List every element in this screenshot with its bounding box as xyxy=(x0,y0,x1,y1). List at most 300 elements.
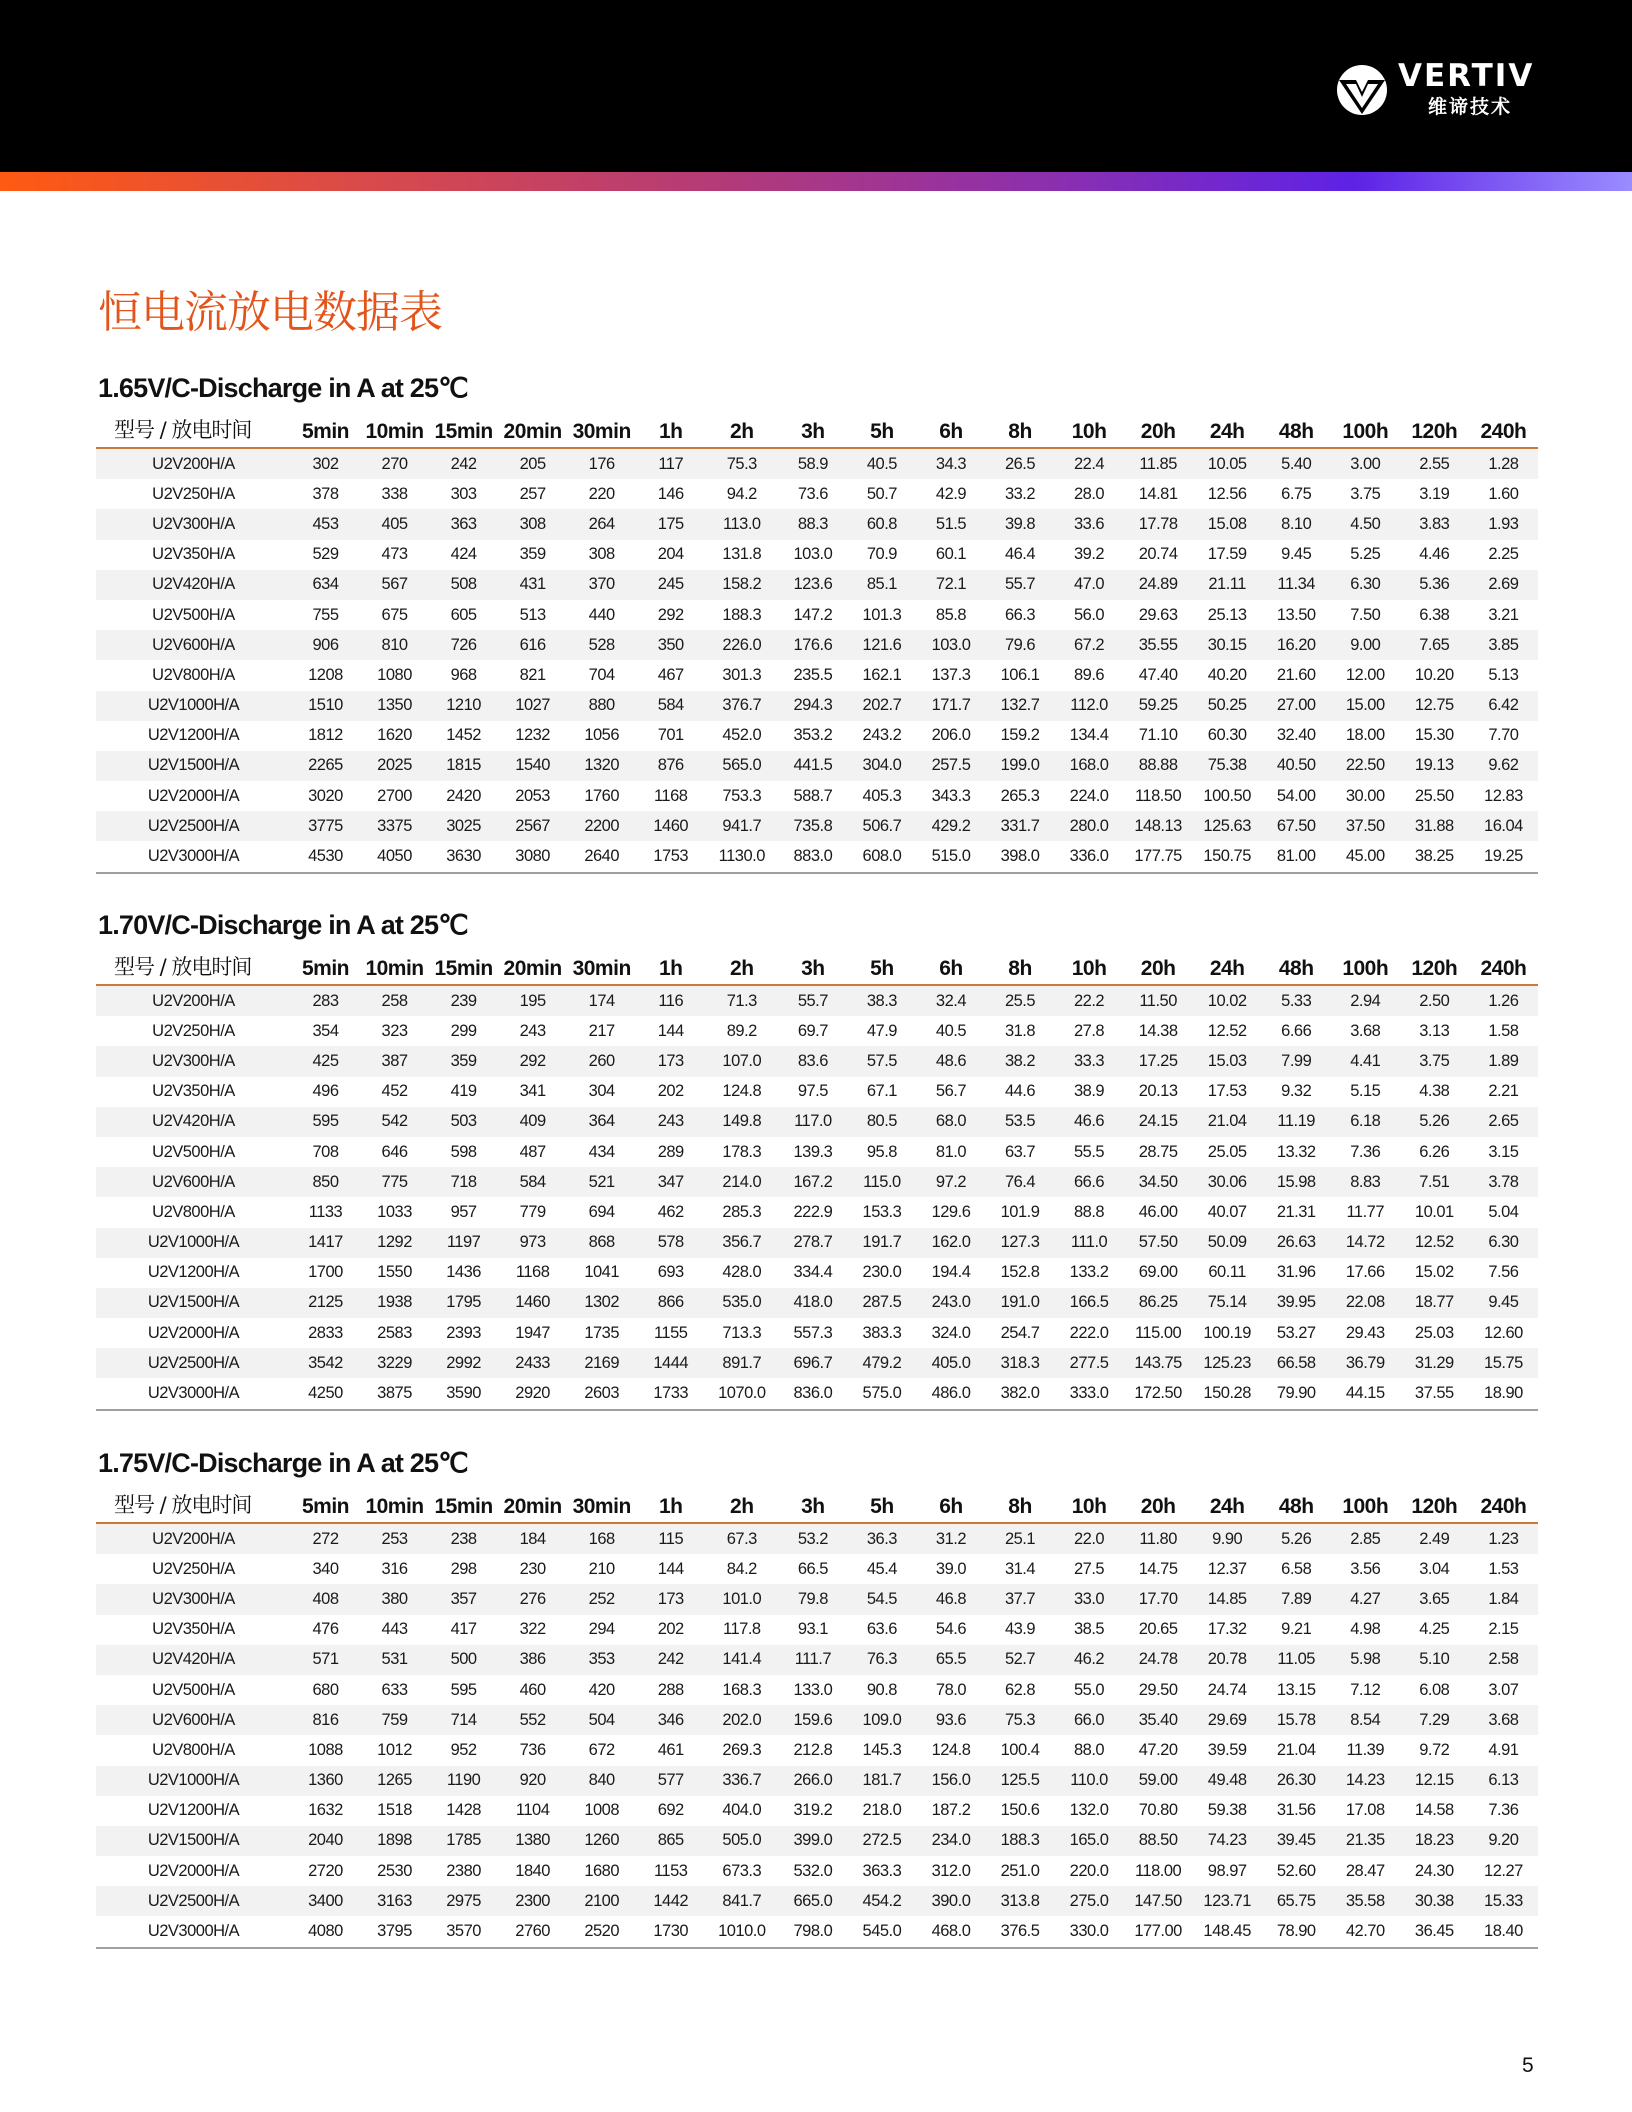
value-cell: 153.3 xyxy=(862,1202,902,1221)
value-cell: 88.88 xyxy=(1138,756,1178,775)
value-cell: 123.6 xyxy=(793,575,833,594)
model-cell: U2V600H/A xyxy=(152,1710,235,1729)
value-cell: 79.6 xyxy=(1004,635,1036,654)
value-cell: 134.4 xyxy=(1069,726,1109,745)
value-cell: 254.7 xyxy=(1000,1323,1040,1342)
value-cell: 24.15 xyxy=(1138,1112,1178,1131)
value-cell: 3.78 xyxy=(1488,1172,1519,1191)
value-cell: 71.10 xyxy=(1138,726,1178,745)
value-cell: 14.85 xyxy=(1207,1589,1247,1608)
brand-name: VERTIV xyxy=(1398,58,1535,94)
model-cell: U2V250H/A xyxy=(152,484,235,503)
value-cell: 354 xyxy=(312,1021,339,1040)
value-cell: 34.3 xyxy=(935,454,967,473)
value-cell: 3.83 xyxy=(1419,514,1450,533)
value-cell: 158.2 xyxy=(722,575,762,594)
value-cell: 103.0 xyxy=(931,635,971,654)
value-cell: 55.0 xyxy=(1074,1680,1105,1699)
value-cell: 242 xyxy=(450,454,477,473)
value-cell: 12.15 xyxy=(1414,1771,1454,1790)
value-cell: 12.60 xyxy=(1484,1323,1523,1342)
value-cell: 191.7 xyxy=(862,1233,902,1252)
table-row xyxy=(96,570,1538,600)
model-cell: U2V1200H/A xyxy=(147,1801,240,1820)
model-cell: U2V250H/A xyxy=(152,1559,235,1578)
value-cell: 3.15 xyxy=(1488,1142,1519,1161)
value-cell: 4.50 xyxy=(1350,514,1381,533)
column-header: 2h xyxy=(730,420,754,443)
value-cell: 40.5 xyxy=(866,454,897,473)
value-cell: 88.3 xyxy=(797,514,828,533)
value-cell: 299 xyxy=(450,1021,477,1040)
value-cell: 1620 xyxy=(377,726,412,745)
value-cell: 68.0 xyxy=(935,1112,967,1131)
value-cell: 359 xyxy=(450,1051,477,1070)
value-cell: 453 xyxy=(312,514,339,533)
value-cell: 2393 xyxy=(446,1323,481,1342)
model-cell: U2V420H/A xyxy=(152,1112,235,1131)
value-cell: 117.8 xyxy=(723,1620,761,1639)
value-cell: 726 xyxy=(450,635,477,654)
table-row xyxy=(96,1886,1538,1916)
value-cell: 125.5 xyxy=(1000,1771,1040,1790)
value-cell: 289 xyxy=(657,1142,684,1161)
value-cell: 53.5 xyxy=(1004,1112,1036,1131)
value-cell: 45.4 xyxy=(866,1559,897,1578)
value-cell: 210 xyxy=(588,1559,615,1578)
value-cell: 441.5 xyxy=(793,756,833,775)
value-cell: 97.2 xyxy=(935,1172,967,1191)
value-cell: 24.30 xyxy=(1414,1861,1454,1880)
value-cell: 521 xyxy=(588,1172,615,1191)
value-cell: 47.40 xyxy=(1138,665,1178,684)
value-cell: 195 xyxy=(519,991,546,1010)
value-cell: 816 xyxy=(312,1710,339,1729)
value-cell: 294.3 xyxy=(793,696,833,715)
value-cell: 452 xyxy=(381,1082,408,1101)
table-row xyxy=(96,1197,1538,1227)
value-cell: 1380 xyxy=(515,1831,550,1850)
value-cell: 159.6 xyxy=(793,1710,833,1729)
model-cell: U2V1500H/A xyxy=(147,1831,240,1850)
table-row xyxy=(96,1645,1538,1675)
value-cell: 390.0 xyxy=(931,1891,971,1910)
value-cell: 1302 xyxy=(584,1293,620,1312)
value-cell: 24.74 xyxy=(1207,1680,1247,1699)
value-cell: 5.26 xyxy=(1281,1529,1312,1548)
value-cell: 386 xyxy=(519,1650,546,1669)
value-cell: 3630 xyxy=(446,847,481,866)
table-row xyxy=(96,811,1538,841)
value-cell: 66.3 xyxy=(1004,605,1036,624)
value-cell: 37.55 xyxy=(1414,1384,1454,1403)
value-cell: 5.26 xyxy=(1419,1112,1450,1131)
value-cell: 26.5 xyxy=(1004,454,1036,473)
value-cell: 3.65 xyxy=(1419,1589,1450,1608)
column-header: 100h xyxy=(1342,957,1389,980)
value-cell: 70.80 xyxy=(1138,1801,1178,1820)
value-cell: 54.6 xyxy=(935,1620,967,1639)
value-cell: 60.11 xyxy=(1208,1263,1246,1282)
header-gradient-bar xyxy=(0,172,1632,191)
value-cell: 243.0 xyxy=(931,1293,971,1312)
value-cell: 17.70 xyxy=(1138,1589,1178,1608)
column-header: 48h xyxy=(1278,1495,1314,1518)
value-cell: 567 xyxy=(381,575,408,594)
column-header: 6h xyxy=(939,420,963,443)
table-row xyxy=(96,1675,1538,1705)
value-cell: 14.81 xyxy=(1138,484,1178,503)
value-cell: 206.0 xyxy=(931,726,971,745)
value-cell: 1168 xyxy=(653,786,688,805)
value-cell: 217 xyxy=(588,1021,615,1040)
value-cell: 467 xyxy=(657,665,684,684)
value-cell: 316 xyxy=(381,1559,408,1578)
value-cell: 598 xyxy=(450,1142,477,1161)
value-cell: 11.05 xyxy=(1277,1650,1315,1669)
value-cell: 12.52 xyxy=(1207,1021,1247,1040)
value-cell: 165.0 xyxy=(1069,1831,1109,1850)
value-cell: 9.62 xyxy=(1488,756,1519,775)
value-cell: 238 xyxy=(450,1529,477,1548)
value-cell: 69.7 xyxy=(797,1021,828,1040)
value-cell: 12.75 xyxy=(1414,696,1454,715)
column-header-model: 型号 / 放电时间 xyxy=(114,1493,252,1517)
value-cell: 171.7 xyxy=(931,696,971,715)
value-cell: 285.3 xyxy=(722,1202,762,1221)
value-cell: 173 xyxy=(657,1589,684,1608)
value-cell: 66.6 xyxy=(1074,1172,1105,1191)
value-cell: 30.00 xyxy=(1345,786,1385,805)
value-cell: 2.69 xyxy=(1488,575,1519,594)
value-cell: 7.50 xyxy=(1350,605,1381,624)
value-cell: 53.2 xyxy=(797,1529,828,1548)
value-cell: 1012 xyxy=(377,1740,412,1759)
value-cell: 47.9 xyxy=(866,1021,897,1040)
value-cell: 38.9 xyxy=(1074,1082,1105,1101)
table-row xyxy=(96,1046,1538,1076)
value-cell: 220 xyxy=(588,484,615,503)
value-cell: 1947 xyxy=(515,1323,550,1342)
value-cell: 1010.0 xyxy=(718,1922,766,1941)
model-cell: U2V600H/A xyxy=(152,1172,235,1191)
value-cell: 39.2 xyxy=(1074,545,1105,564)
value-cell: 86.25 xyxy=(1138,1293,1178,1312)
value-cell: 595 xyxy=(450,1680,477,1699)
value-cell: 336.0 xyxy=(1069,847,1109,866)
model-cell: U2V1000H/A xyxy=(147,696,240,715)
column-header: 120h xyxy=(1411,420,1458,443)
value-cell: 137.3 xyxy=(931,665,971,684)
value-cell: 222.9 xyxy=(793,1202,833,1221)
value-cell: 2100 xyxy=(584,1891,620,1910)
value-cell: 272 xyxy=(312,1529,339,1548)
value-cell: 115.0 xyxy=(863,1172,901,1191)
value-cell: 17.25 xyxy=(1138,1051,1178,1070)
value-cell: 308 xyxy=(519,514,546,533)
table-row xyxy=(96,1523,1538,1554)
discharge-table xyxy=(96,945,1538,1411)
model-cell: U2V1200H/A xyxy=(147,726,240,745)
model-cell: U2V300H/A xyxy=(152,514,235,533)
value-cell: 13.32 xyxy=(1276,1142,1316,1161)
column-header: 3h xyxy=(801,420,825,443)
value-cell: 883.0 xyxy=(793,847,833,866)
value-cell: 47.20 xyxy=(1138,1740,1178,1759)
value-cell: 2053 xyxy=(515,786,550,805)
column-header: 10min xyxy=(365,420,424,443)
value-cell: 162.0 xyxy=(931,1233,971,1252)
table-row xyxy=(96,630,1538,660)
column-header: 30min xyxy=(572,420,631,443)
value-cell: 2025 xyxy=(377,756,412,775)
value-cell: 22.50 xyxy=(1345,756,1385,775)
table-row xyxy=(96,660,1538,690)
value-cell: 214.0 xyxy=(722,1172,762,1191)
value-cell: 383.3 xyxy=(862,1323,902,1342)
column-header: 20min xyxy=(503,420,562,443)
value-cell: 810 xyxy=(381,635,408,654)
value-cell: 775 xyxy=(381,1172,408,1191)
value-cell: 66.5 xyxy=(797,1559,828,1578)
value-cell: 22.08 xyxy=(1345,1293,1385,1312)
value-cell: 298 xyxy=(450,1559,477,1578)
value-cell: 3.68 xyxy=(1350,1021,1381,1040)
value-cell: 52.60 xyxy=(1276,1861,1316,1880)
value-cell: 30.15 xyxy=(1207,635,1247,654)
value-cell: 595 xyxy=(312,1112,339,1131)
value-cell: 1027 xyxy=(515,696,550,715)
value-cell: 302 xyxy=(312,454,339,473)
table-row xyxy=(96,721,1538,751)
value-cell: 72.1 xyxy=(935,575,967,594)
model-cell: U2V2500H/A xyxy=(147,816,240,835)
value-cell: 84.2 xyxy=(726,1559,757,1578)
value-cell: 85.8 xyxy=(935,605,967,624)
value-cell: 235.5 xyxy=(793,665,833,684)
value-cell: 230.0 xyxy=(862,1263,902,1282)
value-cell: 506.7 xyxy=(862,816,902,835)
value-cell: 49.48 xyxy=(1207,1771,1247,1790)
value-cell: 29.69 xyxy=(1207,1710,1247,1729)
value-cell: 152.8 xyxy=(1000,1263,1040,1282)
value-cell: 12.27 xyxy=(1484,1861,1523,1880)
value-cell: 18.23 xyxy=(1414,1831,1454,1850)
value-cell: 409 xyxy=(519,1112,546,1131)
value-cell: 714 xyxy=(450,1710,477,1729)
value-cell: 1540 xyxy=(515,756,550,775)
value-cell: 405.0 xyxy=(931,1353,971,1372)
column-header: 20h xyxy=(1140,957,1176,980)
value-cell: 5.25 xyxy=(1350,545,1381,564)
value-cell: 85.1 xyxy=(866,575,897,594)
value-cell: 6.30 xyxy=(1488,1233,1519,1252)
value-cell: 868 xyxy=(588,1233,615,1252)
value-cell: 33.3 xyxy=(1074,1051,1105,1070)
table-row xyxy=(96,1826,1538,1856)
value-cell: 150.75 xyxy=(1203,847,1251,866)
value-cell: 6.30 xyxy=(1350,575,1381,594)
value-cell: 67.50 xyxy=(1276,816,1316,835)
value-cell: 405.3 xyxy=(862,786,902,805)
value-cell: 50.09 xyxy=(1207,1233,1247,1252)
value-cell: 54.00 xyxy=(1276,786,1316,805)
value-cell: 359 xyxy=(519,545,546,564)
value-cell: 1.84 xyxy=(1488,1589,1519,1608)
value-cell: 22.4 xyxy=(1074,454,1105,473)
value-cell: 33.2 xyxy=(1004,484,1036,503)
value-cell: 9.45 xyxy=(1281,545,1312,564)
value-cell: 17.66 xyxy=(1345,1263,1385,1282)
value-cell: 694 xyxy=(588,1202,615,1221)
value-cell: 1733 xyxy=(653,1384,689,1403)
value-cell: 79.8 xyxy=(797,1589,828,1608)
value-cell: 957 xyxy=(450,1202,477,1221)
value-cell: 1265 xyxy=(377,1771,412,1790)
value-cell: 31.88 xyxy=(1414,816,1454,835)
value-cell: 38.25 xyxy=(1414,847,1454,866)
value-cell: 121.6 xyxy=(862,635,902,654)
value-cell: 15.78 xyxy=(1276,1710,1316,1729)
value-cell: 18.40 xyxy=(1484,1922,1523,1941)
value-cell: 150.6 xyxy=(1000,1801,1040,1820)
value-cell: 25.5 xyxy=(1004,991,1036,1010)
value-cell: 10.02 xyxy=(1207,991,1247,1010)
value-cell: 880 xyxy=(588,696,615,715)
column-header-model: 型号 / 放电时间 xyxy=(114,418,252,442)
value-cell: 1.58 xyxy=(1488,1021,1519,1040)
value-cell: 865 xyxy=(657,1831,684,1850)
value-cell: 76.3 xyxy=(866,1650,897,1669)
value-cell: 1.53 xyxy=(1488,1559,1519,1578)
value-cell: 202.0 xyxy=(722,1710,762,1729)
table-row xyxy=(96,1378,1538,1409)
column-header: 30min xyxy=(572,957,631,980)
table-row xyxy=(96,691,1538,721)
value-cell: 920 xyxy=(519,1771,546,1790)
value-cell: 363 xyxy=(450,514,477,533)
value-cell: 1442 xyxy=(653,1891,689,1910)
value-cell: 10.20 xyxy=(1414,665,1454,684)
value-cell: 504 xyxy=(588,1710,615,1729)
value-cell: 20.13 xyxy=(1138,1082,1178,1101)
value-cell: 45.00 xyxy=(1345,847,1385,866)
column-header: 10min xyxy=(365,957,424,980)
value-cell: 18.00 xyxy=(1345,726,1385,745)
value-cell: 230 xyxy=(519,1559,546,1578)
value-cell: 67.1 xyxy=(866,1082,897,1101)
model-cell: U2V350H/A xyxy=(152,1082,235,1101)
value-cell: 109.0 xyxy=(862,1710,902,1729)
value-cell: 124.8 xyxy=(722,1082,762,1101)
value-cell: 66.58 xyxy=(1276,1353,1316,1372)
value-cell: 735.8 xyxy=(793,816,833,835)
value-cell: 1938 xyxy=(377,1293,412,1312)
value-cell: 15.00 xyxy=(1345,696,1385,715)
value-cell: 324.0 xyxy=(931,1323,971,1342)
value-cell: 2992 xyxy=(446,1353,481,1372)
value-cell: 1730 xyxy=(653,1922,689,1941)
value-cell: 347 xyxy=(657,1172,684,1191)
value-cell: 1350 xyxy=(377,696,412,715)
value-cell: 39.95 xyxy=(1276,1293,1316,1312)
value-cell: 1452 xyxy=(446,726,481,745)
value-cell: 376.5 xyxy=(1000,1922,1040,1941)
value-cell: 646 xyxy=(381,1142,408,1161)
value-cell: 1785 xyxy=(446,1831,481,1850)
table-row xyxy=(96,1137,1538,1167)
value-cell: 2530 xyxy=(377,1861,412,1880)
value-cell: 4250 xyxy=(308,1384,343,1403)
value-cell: 3775 xyxy=(308,816,343,835)
value-cell: 277.5 xyxy=(1069,1353,1109,1372)
value-cell: 2420 xyxy=(446,786,481,805)
table-row xyxy=(96,1796,1538,1826)
value-cell: 174 xyxy=(588,991,615,1010)
value-cell: 2975 xyxy=(446,1891,481,1910)
table-row xyxy=(96,1735,1538,1765)
value-cell: 70.9 xyxy=(866,545,897,564)
value-cell: 4.27 xyxy=(1350,1589,1381,1608)
value-cell: 461 xyxy=(657,1740,684,1759)
value-cell: 17.32 xyxy=(1207,1620,1247,1639)
value-cell: 460 xyxy=(519,1680,546,1699)
model-cell: U2V200H/A xyxy=(152,991,235,1010)
value-cell: 454.2 xyxy=(862,1891,902,1910)
value-cell: 2.85 xyxy=(1350,1529,1381,1548)
value-cell: 60.8 xyxy=(866,514,897,533)
value-cell: 5.98 xyxy=(1350,1650,1381,1669)
value-cell: 5.04 xyxy=(1488,1202,1519,1221)
value-cell: 46.4 xyxy=(1004,545,1036,564)
value-cell: 340 xyxy=(312,1559,339,1578)
value-cell: 380 xyxy=(381,1589,408,1608)
value-cell: 31.2 xyxy=(935,1529,967,1548)
column-header: 10h xyxy=(1071,420,1107,443)
discharge-section-1-75v xyxy=(96,1443,1538,1949)
value-cell: 2300 xyxy=(515,1891,550,1910)
value-cell: 759 xyxy=(381,1710,408,1729)
value-cell: 32.40 xyxy=(1276,726,1316,745)
value-cell: 97.5 xyxy=(797,1082,828,1101)
value-cell: 146 xyxy=(657,484,684,503)
value-cell: 12.83 xyxy=(1484,786,1523,805)
value-cell: 584 xyxy=(657,696,684,715)
value-cell: 535.0 xyxy=(722,1293,762,1312)
value-cell: 503 xyxy=(450,1112,477,1131)
value-cell: 13.15 xyxy=(1276,1680,1316,1699)
column-header: 5h xyxy=(870,420,894,443)
value-cell: 3163 xyxy=(377,1891,412,1910)
column-header: 3h xyxy=(801,1495,825,1518)
value-cell: 243 xyxy=(519,1021,546,1040)
value-cell: 665.0 xyxy=(793,1891,833,1910)
value-cell: 1815 xyxy=(446,756,481,775)
value-cell: 1.60 xyxy=(1488,484,1519,503)
value-cell: 35.40 xyxy=(1138,1710,1178,1729)
value-cell: 1795 xyxy=(446,1293,481,1312)
table-title: 1.65V/C-Discharge in A at 25℃ xyxy=(98,373,468,403)
value-cell: 308 xyxy=(588,545,615,564)
value-cell: 234.0 xyxy=(931,1831,971,1850)
value-cell: 1700 xyxy=(308,1263,343,1282)
column-header: 6h xyxy=(939,957,963,980)
value-cell: 350 xyxy=(657,635,684,654)
value-cell: 9.72 xyxy=(1419,1740,1450,1759)
value-cell: 11.34 xyxy=(1277,575,1315,594)
value-cell: 95.8 xyxy=(866,1142,897,1161)
value-cell: 1428 xyxy=(446,1801,481,1820)
